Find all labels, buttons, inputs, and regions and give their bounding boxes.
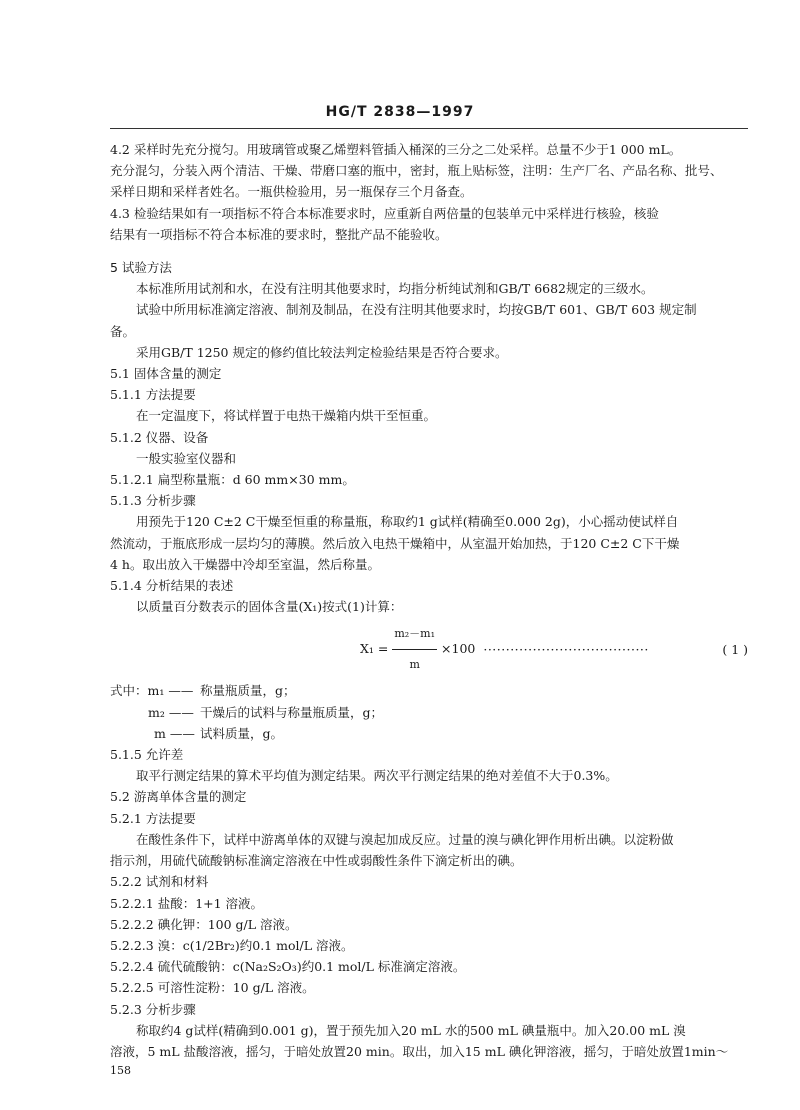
formula-1	[110, 617, 748, 680]
formula-legend	[110, 680, 748, 744]
legend-symbol: m ——	[154, 725, 195, 741]
text-line: 5.1.3 分析步骤	[110, 493, 196, 509]
section-heading: 5 试验方法	[110, 260, 172, 276]
text-line: 5.1.1 方法提要	[110, 387, 196, 403]
text-line: 5.2.2.5 可溶性淀粉：10 g/L 溶液。	[110, 980, 315, 996]
document-body	[110, 139, 748, 1062]
text-line: 采样日期和采样者姓名。一瓶供检验用，另一瓶保存三个月备查。	[110, 184, 473, 200]
text-line: 本标准所用试剂和水，在没有注明其他要求时，均指分析纯试剂和GB/T 6682规定的三级水。	[136, 281, 654, 297]
text-line: 以质量百分数表示的固体含量(X₁)按式(1)计算：	[136, 599, 403, 615]
formula-leader-dots: ·····································	[483, 641, 649, 657]
standard-code-header: HG/T 2838—1997	[325, 104, 475, 120]
text-line: 用预先于120 C±2 C干燥至恒重的称量瓶，称取约1 g试样(精确至0.000 2g)，小心摇动使试样自	[136, 514, 679, 530]
text-line: 称取约4 g试样(精确到0.001 g)，置于预先加入20 mL 水的500 mL 碘量瓶中。加入20.00 mL 溴	[136, 1022, 686, 1038]
header-rule	[110, 128, 748, 129]
text-line: 试验中所用标准滴定溶液、制剂及制品，在没有注明其他要求时，均按GB/T 601、GB/T 603 规定制	[136, 302, 697, 318]
text-line: 在酸性条件下，试样中游离单体的双键与溴起加成反应。过量的溴与碘化钾作用析出碘。以淀粉做	[136, 831, 674, 847]
formula-denominator: m	[409, 658, 420, 672]
paragraph-gap	[110, 245, 748, 257]
text-line: 5.2.3 分析步骤	[110, 1001, 196, 1017]
text-line: 取平行测定结果的算术平均值为测定结果。两次平行测定结果的绝对差值不大于0.3%。	[136, 768, 618, 784]
text-line: 4.2 采样时先充分搅匀。用玻璃管或聚乙烯塑料管插入桶深的三分之二处采样。总量不少于1 000 mL。	[110, 142, 682, 157]
body-lines-2	[110, 744, 748, 1062]
formula-numerator: m₂－m₁	[392, 619, 437, 650]
text-line: 5.1.2 仪器、设备	[110, 429, 209, 445]
text-line: 5.2.2.3 溴：c(1/2Br₂)约0.1 mol/L 溶液。	[110, 937, 354, 953]
text-line: 4 h。取出放入干燥器中冷却至室温，然后称量。	[110, 556, 380, 572]
text-line: 5.2.2 试剂和材料	[110, 874, 209, 890]
text-line: 溶液，5 mL 盐酸溶液，摇匀，于暗处放置20 min。取出，加入15 mL 碘化钾溶液，摇匀，于暗处放置1min～	[110, 1043, 729, 1059]
text-line: 5.2.2.4 硫代硫酸钠：c(Na₂S₂O₃)约0.1 mol/L 标准滴定溶液。	[110, 959, 466, 975]
text-line: 指示剂，用硫代硫酸钠标准滴定溶液在中性或弱酸性条件下滴定析出的碘。	[110, 853, 523, 869]
formula-fraction	[392, 619, 437, 680]
text-line: 4.3 检验结果如有一项指标不符合本标准要求时，应重新自两倍量的包装单元中采样进行核验，核验	[110, 205, 659, 221]
text-line: 一般实验室仪器和	[136, 450, 237, 466]
text-line: 5.2.1 方法提要	[110, 810, 196, 826]
legend-symbol: m₂ ——	[148, 704, 194, 720]
legend-desc: 干燥后的试料与称量瓶质量，g；	[200, 704, 384, 720]
text-line: 5.2.2.2 碘化钾：100 g/L 溶液。	[110, 916, 298, 932]
text-line: 5.1 固体含量的测定	[110, 366, 222, 382]
legend-row	[110, 702, 748, 723]
body-lines-1	[110, 139, 748, 617]
text-line: 然流动，于瓶底形成一层均匀的薄膜。然后放入电热干燥箱中，从室温开始加热，于120 C±2 C下干燥	[110, 535, 680, 551]
legend-row	[110, 723, 748, 744]
text-line: 备。	[110, 323, 136, 339]
text-line: 5.1.4 分析结果的表述	[110, 578, 234, 594]
formula-lhs: X₁ =	[360, 641, 389, 657]
text-line: 5.2 游离单体含量的测定	[110, 789, 247, 805]
legend-desc: 称量瓶质量，g；	[200, 683, 296, 699]
legend-desc: 试料质量，g。	[200, 725, 284, 741]
text-line: 采用GB/T 1250 规定的修约值比较法判定检验结果是否符合要求。	[136, 344, 508, 360]
text-line: 5.2.2.1 盐酸：1+1 溶液。	[110, 895, 264, 911]
text-line: 充分混匀，分装入两个清洁、干燥、带磨口塞的瓶中，密封，瓶上贴标签，注明：生产厂名、产品名称、批号、	[110, 163, 723, 179]
text-line: 5.1.2.1 扁型称量瓶：d 60 mm×30 mm。	[110, 472, 355, 488]
text-line: 结果有一项指标不符合本标准的要求时，整批产品不能验收。	[110, 226, 448, 242]
formula-expression	[360, 619, 475, 680]
legend-row	[110, 680, 748, 701]
text-line: 在一定温度下，将试样置于电热干燥箱内烘干至恒重。	[136, 408, 437, 424]
formula-number: ( 1 )	[722, 641, 748, 657]
legend-symbol: 式中：m₁ ——	[110, 683, 194, 699]
text-line: 5.1.5 允许差	[110, 747, 184, 763]
formula-rhs: ×100	[441, 641, 476, 657]
page-number: 158	[110, 1064, 131, 1077]
